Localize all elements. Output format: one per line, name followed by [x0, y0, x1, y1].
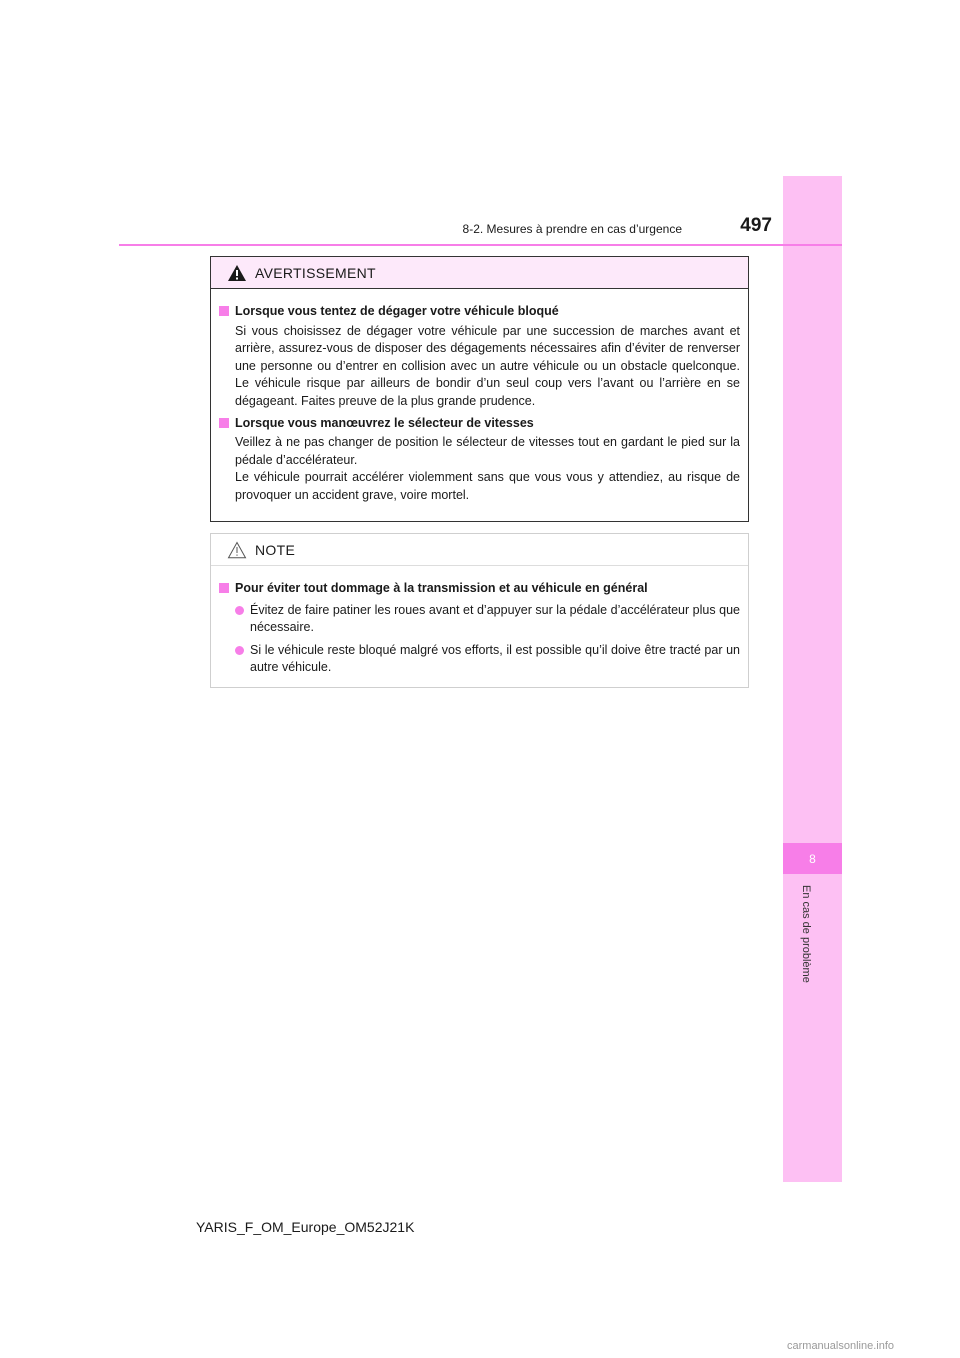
chapter-number-tab	[783, 843, 842, 874]
square-bullet-icon	[219, 583, 229, 593]
caution-outline-icon	[227, 541, 247, 559]
header-divider	[119, 244, 842, 246]
chapter-side-tab	[783, 176, 842, 1182]
warning-item-heading: Lorsque vous tentez de dégager votre véhicule bloqué	[219, 303, 740, 321]
note-heading: Pour éviter tout dommage à la transmission et au véhicule en général	[219, 580, 740, 598]
chapter-number: 8	[809, 851, 816, 866]
note-bullet: Évitez de faire patiner les roues avant et d’appuyer sur la pédale d’accélérateur plus que nécessaire.	[219, 602, 740, 637]
warning-item-heading: Lorsque vous manœuvrez le sélecteur de vitesses	[219, 415, 740, 433]
warning-body	[211, 289, 748, 505]
warning-box	[210, 256, 749, 522]
circle-bullet-icon	[235, 646, 244, 655]
section-title: 8-2. Mesures à prendre en cas d’urgence	[462, 222, 682, 236]
square-bullet-icon	[219, 418, 229, 428]
note-title: NOTE	[255, 541, 296, 558]
note-bullet: Si le véhicule reste bloqué malgré vos efforts, il est possible qu’il doive être tracté par un autre véhicule.	[219, 642, 740, 677]
note-box	[210, 533, 749, 688]
note-body	[211, 566, 748, 677]
note-header	[211, 534, 748, 566]
warning-item-text: Veillez à ne pas changer de position le sélecteur de vitesses tout en gardant le pied sur la pédale d’accélérateur.	[235, 435, 740, 467]
document-code: YARIS_F_OM_Europe_OM52J21K	[196, 1219, 415, 1235]
warning-header	[211, 257, 748, 289]
warning-item-text: Si vous choisissez de dégager votre véhicule par une succession de marches avant et arrière, assurez-vous de disposer des dégagements nécessaires afin d’éviter de renverser une personne ou d’entrer en collision avec un autre véhicule ou un obstacle quelconque. Le véhicule risque par ailleurs de bondir d’un seul coup vers l’avant ou l’arrière en se dégageant. Faites preuve de la plus grande prudence.	[235, 323, 740, 408]
page-number: 497	[740, 215, 772, 236]
warning-item-text: Le véhicule pourrait accélérer violemment sans que vous vous y attendiez, au risque de provoquer un accident grave, voire mortel.	[235, 470, 740, 502]
watermark: carmanualsonline.info	[787, 1340, 895, 1352]
circle-bullet-icon	[235, 606, 244, 615]
square-bullet-icon	[219, 306, 229, 316]
warning-title: AVERTISSEMENT	[255, 264, 376, 281]
chapter-title: En cas de problème	[800, 885, 812, 983]
warning-triangle-icon	[227, 264, 247, 282]
